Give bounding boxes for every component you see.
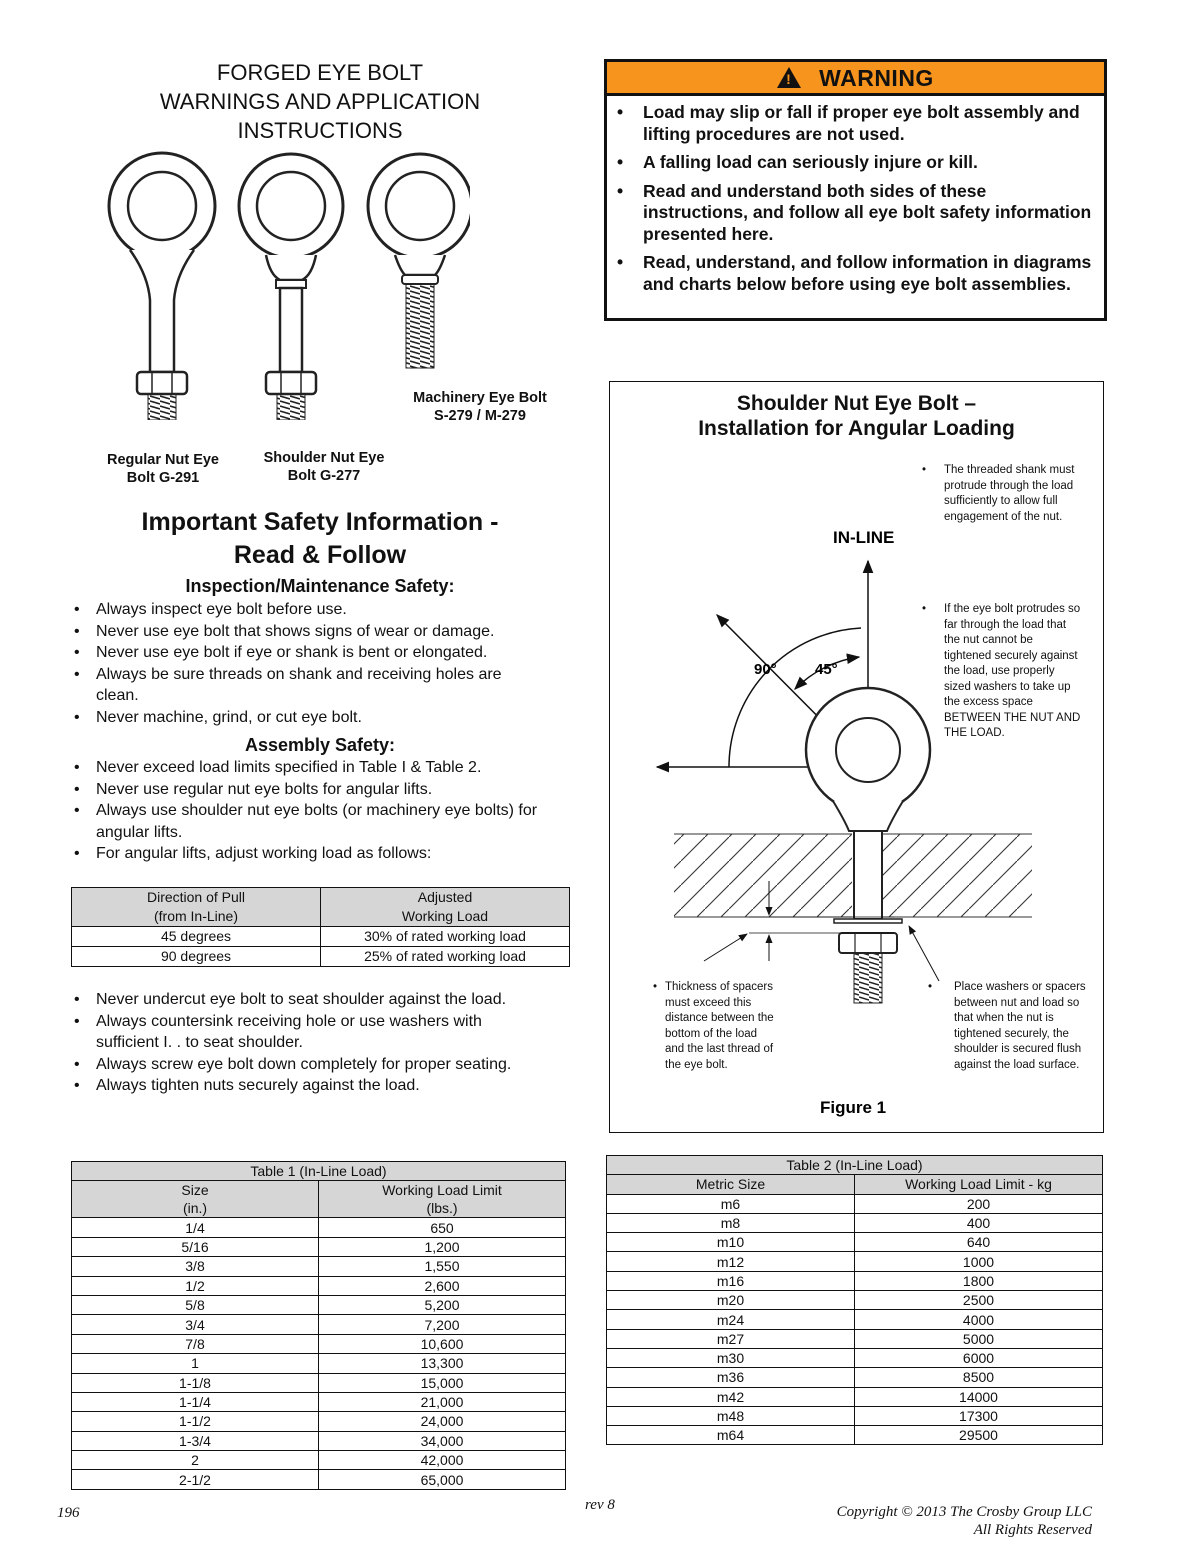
header-line: (from In-Line) [153,908,239,924]
table-cell: 2500 [855,1291,1103,1310]
table-row [607,1233,1103,1252]
header-line: (in.) [182,1200,208,1217]
header-cell [72,888,321,927]
caption-line: Shoulder Nut Eye [263,450,385,466]
note-washers [928,980,1093,1073]
table-cell: 45 degrees [72,927,321,947]
table-row [72,947,570,967]
table-cell: 2 [72,1451,319,1470]
list-item: • Never machine, grind, or cut eye bolt. [70,707,570,729]
note-protrude [922,602,1082,742]
table-cell: m20 [607,1291,855,1310]
list-item: • Always be sure threads on shank and receiving holes are clean. [70,664,520,707]
table-cell: 1-3/4 [72,1431,319,1450]
table-cell: 90 degrees [72,947,321,967]
table-cell: 30% of rated working load [321,927,570,947]
table-cell: 1/2 [72,1276,319,1295]
table-caption: Table 1 (In-Line Load) [72,1162,566,1181]
eye-bolt-illustrations [100,150,470,420]
header-cell [72,1181,319,1218]
table-row [72,1237,566,1256]
list-item: • Always screw eye bolt down completely for proper seating. [70,1054,570,1076]
table-cell: m24 [607,1310,855,1329]
safety-title-line: Read & Follow [233,541,407,569]
table-header-row [607,1175,1103,1194]
table-cell: m36 [607,1368,855,1387]
caption-line: S-279 / M-279 [434,408,526,424]
note-shank [922,463,1082,525]
table-cell: 1 [72,1354,319,1373]
table-row [72,1373,566,1392]
inline-label: IN-LINE [833,528,895,547]
title-line: WARNINGS AND APPLICATION [159,89,481,114]
header-cell: Working Load Limit - kg [855,1175,1103,1194]
table-cell: 29500 [855,1426,1103,1445]
warning-triangle-icon [777,67,801,88]
revision: rev 8 [585,1497,615,1513]
list-item: • For angular lifts, adjust working load as follows: [70,843,570,865]
warning-list [607,96,1104,295]
table-row [72,1218,566,1237]
table-cell: 8500 [855,1368,1103,1387]
table-caption: Table 2 (In-Line Load) [607,1156,1103,1175]
table-cell: 650 [319,1218,566,1237]
header-line: Direction of Pull [146,889,246,905]
table-row [607,1348,1103,1367]
table-header-row [72,1181,566,1218]
warning-header [607,62,1104,96]
table-row [607,1329,1103,1348]
header-line: Working Load [401,908,489,924]
table-cell: 1-1/4 [72,1392,319,1411]
table-cell: 13,300 [319,1354,566,1373]
table-row [607,1310,1103,1329]
machinery-eye-bolt-icon [368,154,470,368]
figure-title-line: Installation for Angular Loading [698,417,1015,440]
caption-line: Bolt G-277 [287,468,361,484]
table-cell: 17300 [855,1406,1103,1425]
table-cell: 7,200 [319,1315,566,1334]
table-cell: 5/8 [72,1295,319,1314]
list-item: • Never exceed load limits specified in Table I & Table 2. [70,757,570,779]
table-row [607,1213,1103,1232]
list-item: • Never use eye bolt if eye or shank is bent or elongated. [70,642,570,664]
table-cell: 14000 [855,1387,1103,1406]
assembly-list-continued [70,989,570,1097]
safety-title [70,506,570,572]
table-row [72,1412,566,1431]
table-cell: 2,600 [319,1276,566,1295]
table-row [607,1426,1103,1445]
table-cell: 1000 [855,1252,1103,1271]
assembly-heading: Assembly Safety: [244,735,396,755]
table-cell: 15,000 [319,1373,566,1392]
table-row [72,1354,566,1373]
table-cell: 6000 [855,1348,1103,1367]
table-cell: m12 [607,1252,855,1271]
table-cell: 5,200 [319,1295,566,1314]
table-cell: m42 [607,1387,855,1406]
table-row [72,1315,566,1334]
table-cell: 400 [855,1213,1103,1232]
table-cell: 1-1/8 [72,1373,319,1392]
note-text: • If the eye bolt protrudes so far through the load that the nut cannot be tightened securely against the load, use properly sized washers to take up the excess space BETWEEN THE NUT AND THE LOAD. [922,602,1082,742]
list-item: • Always inspect eye bolt before use. [70,599,570,621]
regular-bolt-caption [88,451,238,487]
table-cell: m48 [607,1406,855,1425]
table-body [607,1194,1103,1445]
table-cell: 200 [855,1194,1103,1213]
table-cell: 1/4 [72,1218,319,1237]
table-caption-row [607,1156,1103,1175]
note-text: • Thickness of spacers must exceed this distance between the bottom of the load and the last thread of the eye bolt. [653,980,778,1073]
figure-caption: Figure 1 [820,1098,887,1117]
header-cell [319,1181,566,1218]
table-cell: 10,600 [319,1334,566,1353]
table-row [607,1368,1103,1387]
header-line: Adjusted [417,889,473,905]
table-row [72,1392,566,1411]
rights-line: All Rights Reserved [973,1522,1092,1538]
document-title [120,58,520,145]
table-cell: 1-1/2 [72,1412,319,1431]
table-2-inline-load [606,1155,1103,1445]
table-cell: 21,000 [319,1392,566,1411]
table-cell: 5/16 [72,1237,319,1256]
copyright [700,1503,1092,1539]
list-item: • Always use shoulder nut eye bolts (or machinery eye bolts) for angular lifts. [70,800,570,843]
warning-item: • Read, understand, and follow information in diagrams and charts below before using eye bolt assemblies. [617,252,1096,295]
table-cell: 2-1/2 [72,1470,319,1489]
table-cell: 24,000 [319,1412,566,1431]
list-item: • Never use regular nut eye bolts for angular lifts. [70,779,570,801]
table-row [607,1387,1103,1406]
machinery-bolt-caption [395,389,565,425]
table-row [607,1271,1103,1290]
table-cell: m8 [607,1213,855,1232]
warning-box [604,59,1107,321]
table-row [72,1431,566,1450]
caption-line: Machinery Eye Bolt [413,390,547,406]
header-line: Size [181,1182,209,1199]
list-item: • Never undercut eye bolt to seat shoulder against the load. [70,989,570,1011]
page-number: 196 [57,1505,80,1521]
note-text: • Place washers or spacers between nut and load so that when the nut is tightened securely, the shoulder is secured flush against the load surface. [928,980,1093,1073]
table-row [72,1257,566,1276]
table-row [607,1291,1103,1310]
table-header-row [72,888,570,927]
table-cell: 1,550 [319,1257,566,1276]
table-cell: 7/8 [72,1334,319,1353]
table-body [72,1218,566,1489]
table-cell: 4000 [855,1310,1103,1329]
header-line: Working Load Limit [382,1182,502,1199]
inspection-list [70,599,570,728]
table-cell: m27 [607,1329,855,1348]
table-cell: 640 [855,1233,1103,1252]
table-row [72,927,570,947]
warning-item: • A falling load can seriously injure or kill. [617,152,1096,174]
table-row [72,1334,566,1353]
table-cell: m10 [607,1233,855,1252]
header-line: (lbs.) [426,1200,458,1217]
table-cell: m64 [607,1426,855,1445]
angular-load-table [71,887,570,967]
table-row [72,1295,566,1314]
header-cell [321,888,570,927]
table-cell: m16 [607,1271,855,1290]
table-cell: 34,000 [319,1431,566,1450]
shoulder-bolt-caption [249,449,399,485]
table-row [72,1451,566,1470]
table-cell: 25% of rated working load [321,947,570,967]
warning-item: • Load may slip or fall if proper eye bolt assembly and lifting procedures are not used. [617,102,1096,145]
angle-45-label: 45° [815,661,838,678]
list-item: • Never use eye bolt that shows signs of wear or damage. [70,621,570,643]
table-row [72,1276,566,1295]
inspection-heading: Inspection/Maintenance Safety: [185,576,455,596]
note-thickness [653,980,778,1073]
regular-nut-eye-bolt-icon [109,153,215,420]
table-cell: 5000 [855,1329,1103,1348]
table-cell: m30 [607,1348,855,1367]
table-row [607,1406,1103,1425]
figure-title-line: Shoulder Nut Eye Bolt – [736,392,977,415]
table-row [72,1470,566,1489]
table-cell: 42,000 [319,1451,566,1470]
table-cell: 65,000 [319,1470,566,1489]
header-cell: Metric Size [607,1175,855,1194]
assembly-list [70,757,570,865]
warning-label: WARNING [819,65,934,91]
list-item: • Always countersink receiving hole or use washers with sufficient I. . to seat shoulder. [70,1011,540,1054]
table-cell: 3/8 [72,1257,319,1276]
note-text: • The threaded shank must protrude through the load sufficiently to allow full engagement of the nut. [922,463,1082,525]
caption-line: Regular Nut Eye [107,452,219,468]
caption-line: Bolt G-291 [126,470,200,486]
table-row [607,1194,1103,1213]
title-line: INSTRUCTIONS [237,118,403,143]
table-1-inline-load [71,1161,566,1490]
warning-item: • Read and understand both sides of these instructions, and follow all eye bolt safety information presented here. [617,181,1096,246]
table-cell: 1800 [855,1271,1103,1290]
table-cell: 3/4 [72,1315,319,1334]
table-cell: m6 [607,1194,855,1213]
table-cell: 1,200 [319,1237,566,1256]
copyright-line: Copyright © 2013 The Crosby Group LLC [836,1504,1092,1520]
table-caption-row [72,1162,566,1181]
list-item: • Always tighten nuts securely against the load. [70,1075,570,1097]
title-line: FORGED EYE BOLT [216,60,424,85]
safety-title-line: Important Safety Information - [141,508,499,536]
shoulder-nut-eye-bolt-icon [239,154,343,420]
table-row [607,1252,1103,1271]
angle-90-label: 90° [754,661,777,678]
